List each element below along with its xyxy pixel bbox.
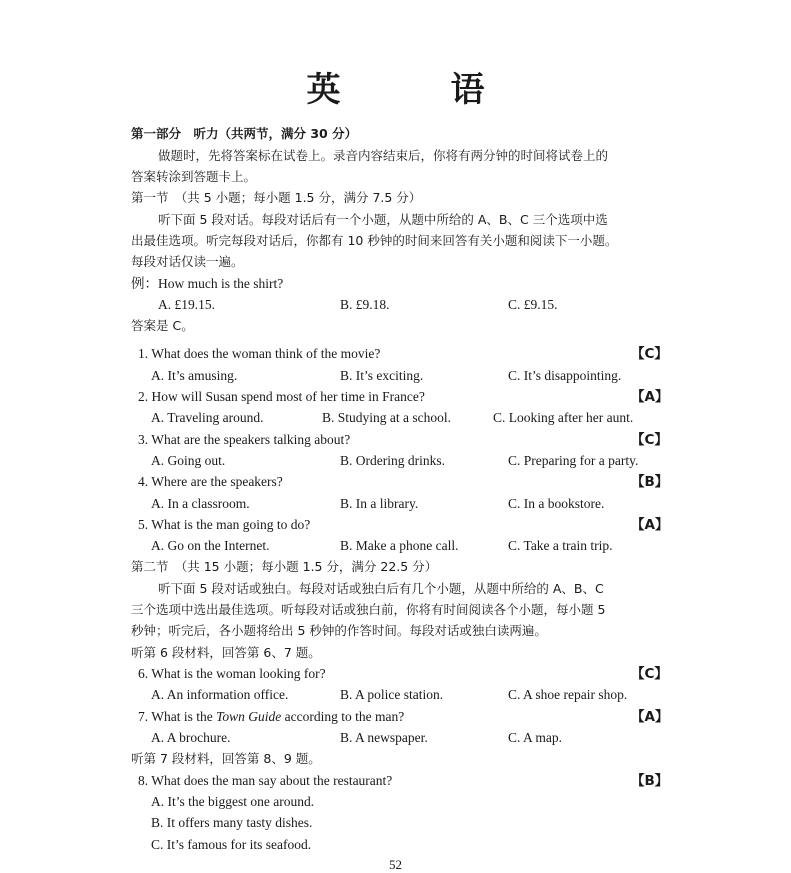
- q7-option-a: A. A brochure.: [151, 730, 231, 745]
- intro-line-2: 答案转涂到答题卡上。: [131, 169, 257, 184]
- q8-option-a: A. It’s the biggest one around.: [151, 794, 315, 809]
- question-6: 6. What is the woman looking for?: [138, 666, 326, 681]
- q4-option-c: C. In a bookstore.: [508, 496, 605, 511]
- answer-3: 【C】: [631, 432, 668, 448]
- q1-option-b: B. It’s exciting.: [340, 368, 424, 383]
- q7-text-post: according to the man?: [281, 709, 405, 724]
- q1-option-a: A. It’s amusing.: [151, 368, 238, 383]
- section2-heading: 第二节 （共 15 小题；每小题 1.5 分，满分 22.5 分）: [131, 559, 438, 574]
- section1-instr-1: 听下面 5 段对话。每段对话后有一个小题，从题中所给的 A、B、C 三个选项中选: [158, 212, 608, 227]
- q1-option-c: C. It’s disappointing.: [508, 368, 622, 383]
- question-2: 2. How will Susan spend most of her time in France?: [138, 389, 425, 404]
- example-option-c: C. £9.15.: [508, 297, 558, 312]
- q2-option-a: A. Traveling around.: [151, 410, 264, 425]
- material-6-heading: 听第 6 段材料，回答第 6、7 题。: [131, 645, 321, 660]
- question-8: 8. What does the man say about the restaurant?: [138, 773, 393, 788]
- question-4: 4. Where are the speakers?: [138, 474, 283, 489]
- q4-option-b: B. In a library.: [340, 496, 419, 511]
- example-option-a: A. £19.15.: [158, 297, 215, 312]
- page-number: 52: [389, 857, 402, 872]
- example-answer: 答案是 C。: [131, 318, 194, 333]
- section2-instr-1: 听下面 5 段对话或独白。每段对话或独白后有几个小题，从题中所给的 A、B、C: [158, 581, 604, 596]
- answer-7: 【A】: [631, 709, 669, 725]
- q5-option-b: B. Make a phone call.: [340, 538, 459, 553]
- answer-1: 【C】: [631, 346, 668, 362]
- question-3: 3. What are the speakers talking about?: [138, 432, 351, 447]
- q4-option-a: A. In a classroom.: [151, 496, 250, 511]
- question-5: 5. What is the man going to do?: [138, 517, 311, 532]
- answer-5: 【A】: [631, 517, 669, 533]
- answer-4: 【B】: [631, 474, 669, 490]
- answer-6: 【C】: [631, 666, 668, 682]
- q2-option-b: B. Studying at a school.: [322, 410, 451, 425]
- answer-2: 【A】: [631, 389, 669, 405]
- q3-option-c: C. Preparing for a party.: [508, 453, 639, 468]
- q5-option-a: A. Go on the Internet.: [151, 538, 270, 553]
- answer-8: 【B】: [631, 773, 669, 789]
- q8-option-c: C. It’s famous for its seafood.: [151, 837, 312, 852]
- section1-heading: 第一节 （共 5 小题；每小题 1.5 分，满分 7.5 分）: [131, 190, 422, 205]
- example-question: 例：How much is the shirt?: [131, 276, 284, 291]
- section2-instr-2: 三个选项中选出最佳选项。听每段对话或独白前，你将有时间阅读各个小题，每小题 5: [131, 602, 606, 617]
- q6-option-a: A. An information office.: [151, 687, 289, 702]
- section1-instr-3: 每段对话仅读一遍。: [131, 254, 244, 269]
- page-title: 英 语: [306, 70, 523, 110]
- q5-option-c: C. Take a train trip.: [508, 538, 613, 553]
- q6-option-c: C. A shoe repair shop.: [508, 687, 628, 702]
- question-7: [138, 708, 404, 726]
- q2-option-c: C. Looking after her aunt.: [493, 410, 634, 425]
- question-1: 1. What does the woman think of the movie?: [138, 346, 381, 361]
- material-7-heading: 听第 7 段材料，回答第 8、9 题。: [131, 751, 321, 766]
- q7-text-pre: 7. What is the: [138, 709, 217, 724]
- q7-text-italic: Town Guide: [216, 709, 282, 724]
- section1-instr-2: 出最佳选项。听完每段对话后，你都有 10 秒钟的时间来回答有关小题和阅读下一小题。: [131, 233, 618, 248]
- example-option-b: B. £9.18.: [340, 297, 390, 312]
- part1-heading: 第一部分 听力（共两节，满分 30 分）: [131, 126, 358, 141]
- q6-option-b: B. A police station.: [340, 687, 444, 702]
- q8-option-b: B. It offers many tasty dishes.: [151, 815, 313, 830]
- q3-option-a: A. Going out.: [151, 453, 226, 468]
- q7-option-b: B. A newspaper.: [340, 730, 428, 745]
- section2-instr-3: 秒钟；听完后，各小题将给出 5 秒钟的作答时间。每段对话或独白读两遍。: [131, 623, 547, 638]
- q7-option-c: C. A map.: [508, 730, 563, 745]
- intro-line-1: 做题时，先将答案标在试卷上。录音内容结束后，你将有两分钟的时间将试卷上的: [158, 148, 609, 163]
- q3-option-b: B. Ordering drinks.: [340, 453, 445, 468]
